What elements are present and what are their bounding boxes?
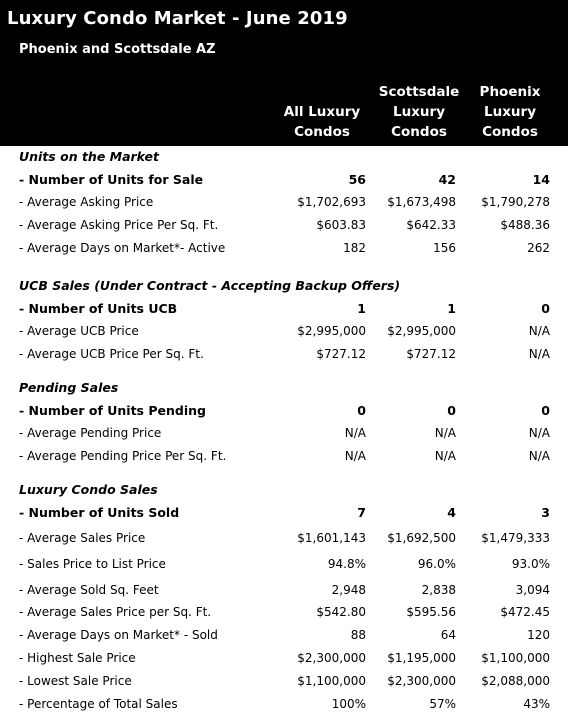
table-row	[0, 674, 568, 694]
value-all-luxury: 0	[357, 403, 366, 418]
table-row	[0, 449, 568, 469]
value-scottsdale: 96.0%	[417, 557, 456, 571]
value-all-luxury: $1,702,693	[297, 195, 366, 209]
value-phoenix: 120	[527, 628, 550, 642]
value-phoenix: $488.36	[500, 218, 550, 232]
page-title: Luxury Condo Market - June 2019	[7, 8, 348, 29]
value-all-luxury: $727.12	[316, 347, 366, 361]
table-row	[0, 628, 568, 648]
header-banner	[0, 0, 568, 146]
value-all-luxury: 100%	[331, 697, 366, 711]
table-row	[0, 583, 568, 603]
value-all-luxury: 88	[350, 628, 366, 642]
row-label: - Average Sold Sq. Feet	[19, 583, 159, 597]
value-phoenix: N/A	[528, 426, 550, 440]
row-label: - Average Pending Price	[19, 426, 162, 440]
value-scottsdale: $1,673,498	[387, 195, 456, 209]
value-all-luxury: N/A	[344, 426, 366, 440]
value-scottsdale: 64	[440, 628, 456, 642]
section-title: Luxury Condo Sales	[19, 482, 158, 497]
value-phoenix: $472.45	[500, 605, 550, 619]
value-all-luxury: 1	[357, 301, 366, 316]
row-label: - Number of Units for Sale	[19, 172, 204, 187]
value-phoenix: 0	[541, 301, 550, 316]
value-phoenix: $1,790,278	[481, 195, 550, 209]
column-header-phoenix: Phoenix Luxury Condos	[479, 84, 541, 140]
value-phoenix: 262	[527, 241, 550, 255]
row-label: - Highest Sale Price	[19, 651, 136, 665]
page-subtitle: Phoenix and Scottsdale AZ	[19, 42, 216, 57]
row-label: - Average Sales Price per Sq. Ft.	[19, 605, 212, 619]
value-phoenix: 0	[541, 403, 550, 418]
value-scottsdale: 42	[438, 172, 456, 187]
value-phoenix: 3,094	[515, 583, 550, 597]
value-scottsdale: 0	[447, 403, 456, 418]
row-label: - Percentage of Total Sales	[19, 697, 178, 711]
value-phoenix: $1,479,333	[481, 531, 550, 545]
value-scottsdale: $1,195,000	[387, 651, 456, 665]
table-row	[0, 505, 568, 525]
row-label: - Average Days on Market* - Sold	[19, 628, 218, 642]
value-all-luxury: 2,948	[331, 583, 366, 597]
value-all-luxury: 7	[357, 505, 366, 520]
value-all-luxury: 182	[343, 241, 366, 255]
value-all-luxury: $1,601,143	[297, 531, 366, 545]
value-phoenix: N/A	[528, 324, 550, 338]
value-all-luxury: 56	[348, 172, 366, 187]
value-phoenix: $1,100,000	[481, 651, 550, 665]
table-row	[0, 347, 568, 367]
value-scottsdale: $727.12	[406, 347, 456, 361]
value-phoenix: N/A	[528, 449, 550, 463]
value-all-luxury: $2,300,000	[297, 651, 366, 665]
row-label: - Number of Units UCB	[19, 301, 178, 316]
value-scottsdale: N/A	[434, 426, 456, 440]
value-all-luxury: 94.8%	[327, 557, 366, 571]
row-label: - Average Asking Price Per Sq. Ft.	[19, 218, 219, 232]
table-row	[0, 172, 568, 192]
row-label: - Lowest Sale Price	[19, 674, 132, 688]
table-row	[0, 218, 568, 238]
value-scottsdale: $2,995,000	[387, 324, 456, 338]
row-label: - Average Sales Price	[19, 531, 146, 545]
table-row	[0, 557, 568, 577]
row-label: - Average Asking Price	[19, 195, 154, 209]
value-phoenix: 14	[532, 172, 550, 187]
column-header-scottsdale: Scottsdale Luxury Condos	[378, 84, 460, 140]
value-all-luxury: N/A	[344, 449, 366, 463]
value-scottsdale: $642.33	[406, 218, 456, 232]
row-label: - Sales Price to List Price	[19, 557, 166, 571]
value-scottsdale: 1	[447, 301, 456, 316]
table-row	[0, 426, 568, 446]
value-phoenix: N/A	[528, 347, 550, 361]
table-row	[0, 301, 568, 321]
value-all-luxury: $542.80	[316, 605, 366, 619]
value-phoenix: 3	[541, 505, 550, 520]
section-title: Units on the Market	[19, 149, 160, 164]
value-all-luxury: $2,995,000	[297, 324, 366, 338]
value-all-luxury: $603.83	[316, 218, 366, 232]
section-title: UCB Sales (Under Contract - Accepting Backup Offers)	[19, 278, 401, 293]
row-label: - Number of Units Sold	[19, 505, 180, 520]
value-all-luxury: $1,100,000	[297, 674, 366, 688]
value-scottsdale: 4	[447, 505, 456, 520]
value-scottsdale: N/A	[434, 449, 456, 463]
row-label: - Average UCB Price Per Sq. Ft.	[19, 347, 204, 361]
table-row	[0, 605, 568, 625]
row-label: - Average Pending Price Per Sq. Ft.	[19, 449, 227, 463]
table-row	[0, 531, 568, 551]
value-scottsdale: 2,838	[421, 583, 456, 597]
table-row	[0, 651, 568, 671]
value-scottsdale: 156	[433, 241, 456, 255]
value-scottsdale: 57%	[429, 697, 456, 711]
value-scottsdale: $1,692,500	[387, 531, 456, 545]
value-phoenix: 43%	[523, 697, 550, 711]
value-scottsdale: $595.56	[406, 605, 456, 619]
section-title: Pending Sales	[19, 380, 119, 395]
column-header-all-luxury: All Luxury Condos	[283, 104, 361, 140]
row-label: - Average Days on Market*- Active	[19, 241, 226, 255]
table-row	[0, 697, 568, 714]
row-label: - Average UCB Price	[19, 324, 139, 338]
table-row	[0, 403, 568, 423]
table-row	[0, 241, 568, 261]
value-phoenix: $2,088,000	[481, 674, 550, 688]
table-row	[0, 195, 568, 215]
table-row	[0, 324, 568, 344]
value-phoenix: 93.0%	[511, 557, 550, 571]
value-scottsdale: $2,300,000	[387, 674, 456, 688]
row-label: - Number of Units Pending	[19, 403, 206, 418]
